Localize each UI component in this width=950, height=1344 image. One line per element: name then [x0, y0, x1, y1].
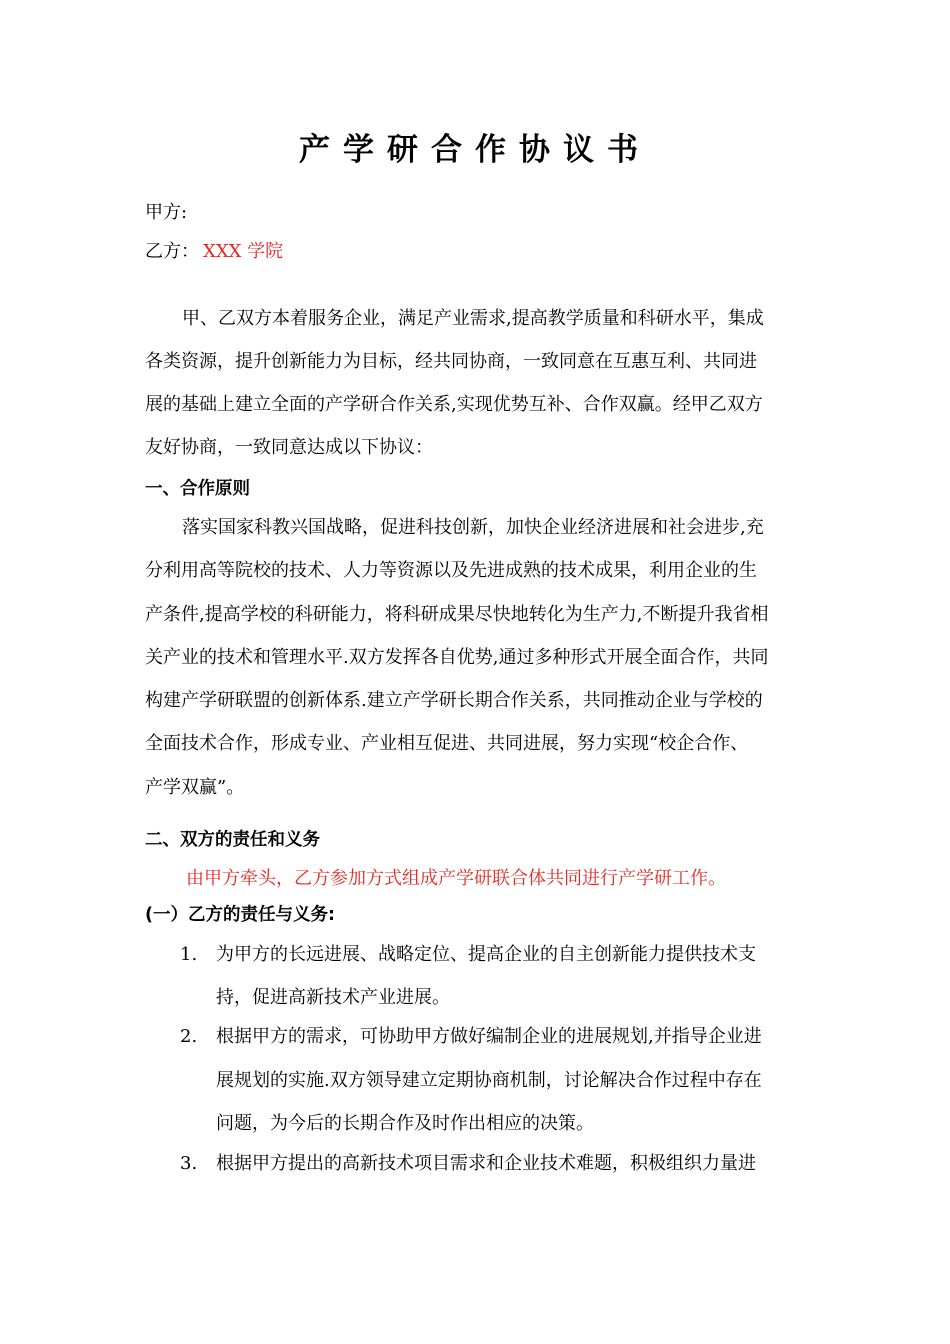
list-item-line: 根据甲方的需求，可协助甲方做好编制企业的进展规划,并指导企业进 [216, 1026, 762, 1047]
section2-subheading: (一）乙方的责任与义务: [145, 905, 335, 925]
section2-note: 由甲方牵头，乙方参加方式组成产学研联合体共同进行产学研工作。 [186, 868, 726, 889]
list-item-line: 持，促进高新技术产业进展。 [216, 987, 450, 1008]
intro-line: 展的基础上建立全面的产学研合作关系,实现优势互补、合作双赢。经甲乙双方 [145, 394, 763, 415]
party-a-line [145, 200, 187, 226]
list-item-number: 1. [180, 944, 198, 965]
section1-line: 落实国家科教兴国战略，促进科技创新，加快企业经济进展和社会进步,充 [182, 517, 764, 538]
section1-line: 构建产学研联盟的创新体系.建立产学研长期合作关系，共同推动企业与学校的 [145, 690, 763, 711]
list-item-line: 根据甲方提出的高新技术项目需求和企业技术难题，积极组织力量进 [216, 1153, 756, 1174]
section1-line: 产学双赢”。 [145, 777, 245, 798]
party-b-label: 乙方： [145, 241, 199, 262]
intro-line: 友好协商，一致同意达成以下协议： [145, 437, 433, 458]
party-a-label: 甲方: [145, 202, 188, 223]
intro-line: 甲、乙双方本着服务企业，满足产业需求,提高教学质量和科研水平，集成 [182, 308, 764, 329]
section1-line: 全面技术合作，形成专业、产业相互促进、共同进展，努力实现“校企合作、 [145, 733, 749, 754]
list-item-number: 3. [180, 1153, 198, 1174]
section1-line: 分利用高等院校的技术、人力等资源以及先进成熟的技术成果，利用企业的生 [145, 560, 757, 581]
party-b-line [145, 239, 283, 265]
list-item-line: 展规划的实施.双方领导建立定期协商机制，讨论解决合作过程中存在 [216, 1070, 762, 1091]
intro-line: 各类资源，提升创新能力为目标，经共同协商，一致同意在互惠互利、共同进 [145, 351, 757, 372]
document-title: 产学研合作协议书 [299, 132, 651, 168]
list-item-line: 为甲方的长远进展、战略定位、提高企业的自主创新能力提供技术支 [216, 944, 756, 965]
party-b-value: XXX 学院 [203, 241, 284, 262]
section1-line: 产条件,提高学校的科研能力，将科研成果尽快地转化为生产力,不断提升我省相 [145, 604, 769, 625]
section1-heading: 一、合作原则 [145, 479, 250, 499]
list-item-number: 2. [180, 1026, 198, 1047]
list-item-line: 问题，为今后的长期合作及时作出相应的决策。 [216, 1113, 594, 1134]
section2-heading: 二、双方的责任和义务 [145, 830, 320, 850]
section1-line: 关产业的技术和管理水平.双方发挥各自优势,通过多种形式开展全面合作，共同 [145, 647, 769, 668]
